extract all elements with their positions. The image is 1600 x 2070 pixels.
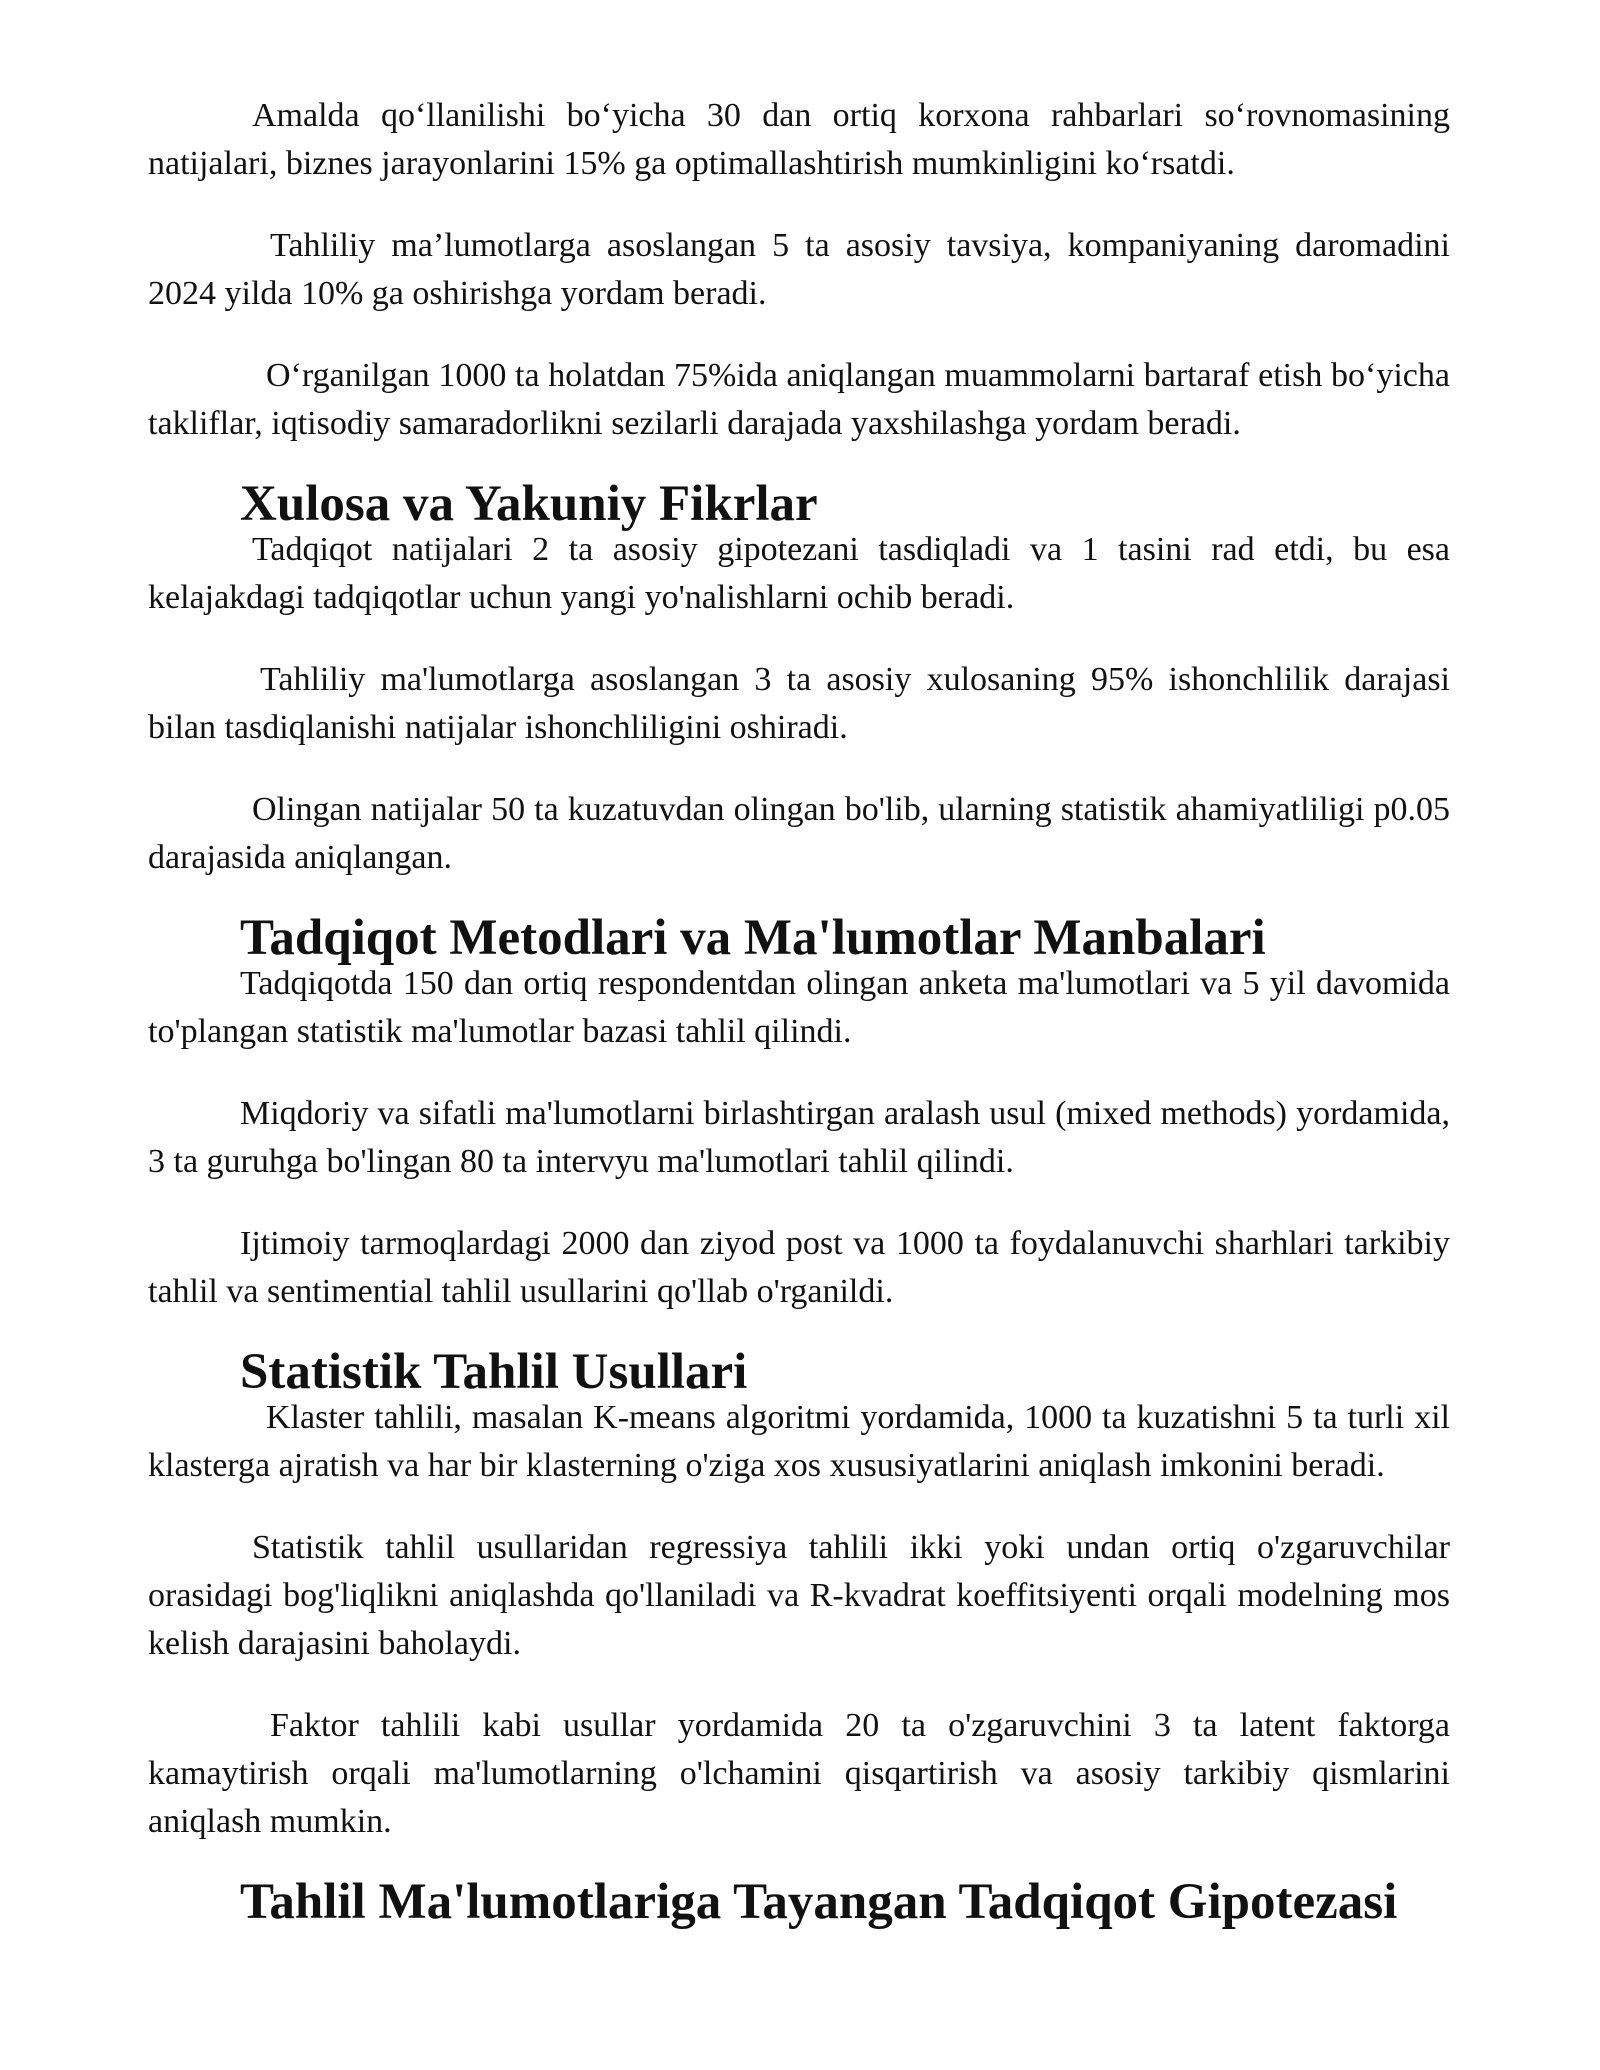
intro-paragraph-1: Amalda qo‘llanilishi bo‘yicha 30 dan ortiq korxona rahbarlari so‘rovnomasining natijalari, biznes jarayonlarini 15% ga optimallashtirish mumkinligini ko‘rsatdi.	[148, 97, 1450, 182]
statistics-paragraph-1: Klaster tahlili, masalan K-means algoritmi yordamida, 1000 ta kuzatishni 5 ta turli xil klasterga ajratish va har bir klasterning o'ziga xos xususiyatlarini aniqlash imkonini beradi.	[148, 1399, 1450, 1484]
statistics-paragraph-2: Statistik tahlil usullaridan regressiya tahlili ikki yoki undan ortiq o'zgaruvchilar orasidagi bog'liqlikni aniqlashda qo'llaniladi va R-kvadrat koeffitsiyenti orqali modelning mos kelish darajasini baholaydi.	[148, 1529, 1450, 1662]
methods-paragraph-3: Ijtimoiy tarmoqlardagi 2000 dan ziyod post va 1000 ta foydalanuvchi sharhlari tarkibiy tahlil va sentimential tahlil usullarini qo'llab o'rganildi.	[148, 1225, 1450, 1310]
section-heading-methods: Tadqiqot Metodlari va Ma'lumotlar Manbalari	[240, 910, 1266, 966]
section-heading-conclusion: Xulosa va Yakuniy Fikrlar	[240, 476, 818, 532]
document-page	[148, 92, 1450, 1930]
conclusion-paragraph-3: Olingan natijalar 50 ta kuzatuvdan olingan bo'lib, ularning statistik ahamiyatliligi p0.05 darajasida aniqlangan.	[148, 791, 1450, 876]
statistics-paragraph-3: Faktor tahlili kabi usullar yordamida 20 ta o'zgaruvchini 3 ta latent faktorga kamaytirish orqali ma'lumotlarning o'lchamini qisqartirish va asosiy tarkibiy qismlarini aniqlash mumkin.	[148, 1707, 1450, 1840]
methods-paragraph-1: Tadqiqotda 150 dan ortiq respondentdan olingan anketa ma'lumotlari va 5 yil davomida to'plangan statistik ma'lumotlar bazasi tahlil qilindi.	[148, 965, 1450, 1050]
intro-paragraph-2: Tahliliy ma’lumotlarga asoslangan 5 ta asosiy tavsiya, kompaniyaning daromadini 2024 yilda 10% ga oshirishga yordam beradi.	[148, 227, 1450, 312]
intro-paragraph-3: O‘rganilgan 1000 ta holatdan 75%ida aniqlangan muammolarni bartaraf etish bo‘yicha takliflar, iqtisodiy samaradorlikni sezilarli darajada yaxshilashga yordam beradi.	[148, 357, 1450, 442]
conclusion-paragraph-2: Tahliliy ma'lumotlarga asoslangan 3 ta asosiy xulosaning 95% ishonchlilik darajasi bilan tasdiqlanishi natijalar ishonchliligini oshiradi.	[148, 661, 1450, 746]
section-heading-statistics: Statistik Tahlil Usullari	[240, 1344, 748, 1400]
section-heading-hypothesis: Tahlil Ma'lumotlariga Tayangan Tadqiqot Gipotezasi	[240, 1874, 1398, 1930]
methods-paragraph-2: Miqdoriy va sifatli ma'lumotlarni birlashtirgan aralash usul (mixed methods) yordamida, 3 ta guruhga bo'lingan 80 ta intervyu ma'lumotlari tahlil qilindi.	[148, 1095, 1450, 1180]
conclusion-paragraph-1: Tadqiqot natijalari 2 ta asosiy gipotezani tasdiqladi va 1 tasini rad etdi, bu esa kelajakdagi tadqiqotlar uchun yangi yo'nalishlarni ochib beradi.	[148, 531, 1450, 616]
